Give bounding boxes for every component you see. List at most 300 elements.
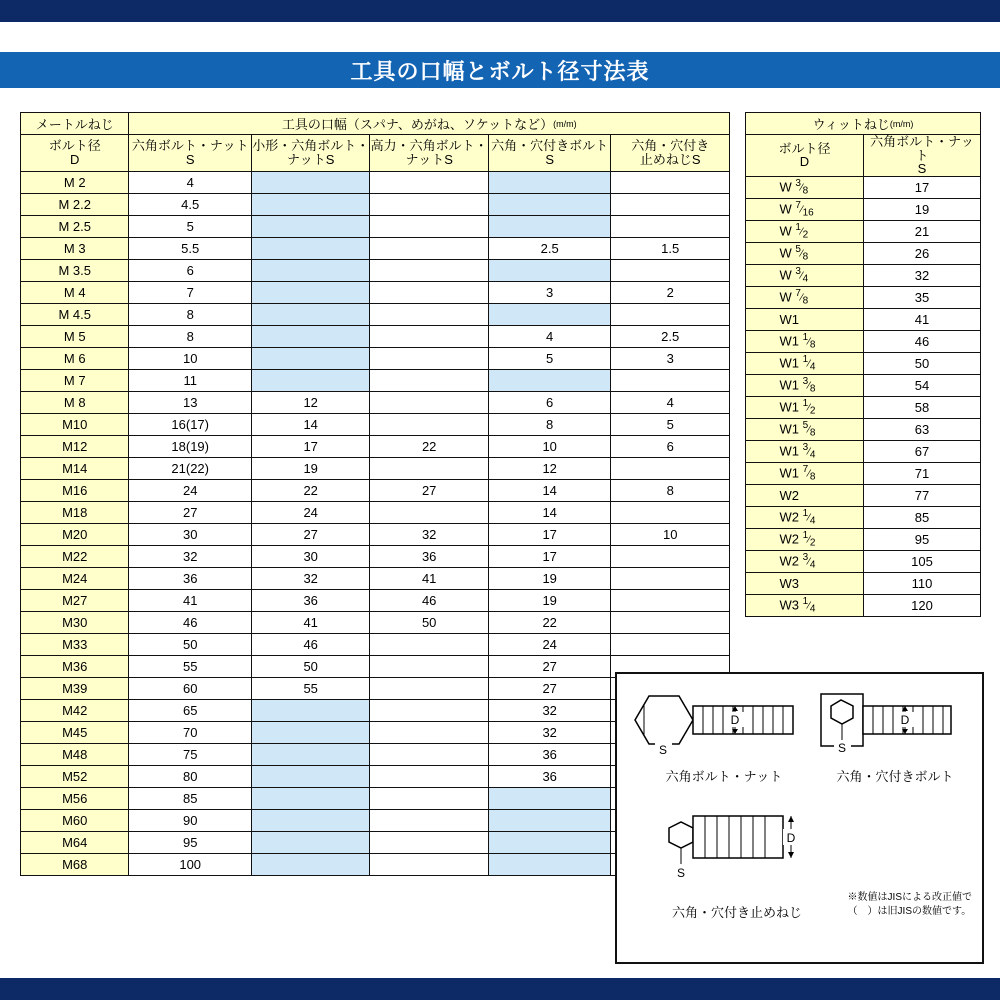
- cell-hex-bolt-nut: 16(17): [129, 414, 252, 436]
- whitworth-col-header-diameter: [746, 135, 864, 177]
- cell-bolt-diameter: M33: [21, 634, 129, 656]
- cell-highstrength-hex: [370, 700, 488, 722]
- whitworth-table-row: [746, 330, 981, 352]
- cell-socket-head: [488, 172, 611, 194]
- cell-highstrength-hex: [370, 810, 488, 832]
- cell-bolt-diameter: M42: [21, 700, 129, 722]
- cell-highstrength-hex: [370, 634, 488, 656]
- cell-socket-head: [488, 304, 611, 326]
- col-header-small-hex: [251, 135, 369, 172]
- cell-socket-head: 4: [488, 326, 611, 348]
- cell-setscrew: 3: [611, 348, 730, 370]
- cell-small-hex: 55: [251, 678, 369, 700]
- cell-small-hex: 17: [251, 436, 369, 458]
- col-header-bolt-diameter-line2: D: [70, 152, 80, 167]
- whitworth-group-header-unit: (m/m): [889, 119, 914, 129]
- cell-hex-bolt-nut: 4.5: [129, 194, 252, 216]
- cell-highstrength-hex: 46: [370, 590, 488, 612]
- table-column-header-row: [21, 135, 730, 172]
- cell-whitworth-diameter: W3 $^1⁄_4$: [746, 594, 864, 616]
- col-header-setscrew-line2: 止めねじS: [639, 152, 701, 167]
- cell-socket-head: 14: [488, 480, 611, 502]
- cell-bolt-diameter: M16: [21, 480, 129, 502]
- col-header-highstrength-hex-line2: ナットS: [405, 152, 453, 167]
- cell-socket-head: 22: [488, 612, 611, 634]
- cell-setscrew: [611, 260, 730, 282]
- cell-bolt-diameter: M 5: [21, 326, 129, 348]
- cell-highstrength-hex: [370, 656, 488, 678]
- cell-whitworth-diameter: W1 $^5⁄_8$: [746, 418, 864, 440]
- cell-setscrew: 4: [611, 392, 730, 414]
- cell-whitworth-s: 50: [864, 352, 981, 374]
- cell-bolt-diameter: M60: [21, 810, 129, 832]
- cell-whitworth-s: 19: [864, 198, 981, 220]
- table-row: [21, 414, 730, 436]
- cell-whitworth-s: 63: [864, 418, 981, 440]
- cell-hex-bolt-nut: 85: [129, 788, 252, 810]
- whitworth-column-header-row: [746, 135, 981, 177]
- cell-socket-head: 17: [488, 546, 611, 568]
- cell-highstrength-hex: [370, 326, 488, 348]
- cell-whitworth-s: 85: [864, 506, 981, 528]
- whitworth-table-row: [746, 264, 981, 286]
- cell-bolt-diameter: M36: [21, 656, 129, 678]
- svg-text:S: S: [676, 866, 686, 880]
- col-header-socket-head-line2: S: [545, 152, 554, 167]
- hex-socket-setscrew-figure: [647, 814, 827, 894]
- cell-small-hex: 12: [251, 392, 369, 414]
- cell-socket-head: 36: [488, 766, 611, 788]
- table-row: [21, 304, 730, 326]
- cell-setscrew: [611, 568, 730, 590]
- cell-setscrew: [611, 612, 730, 634]
- cell-bolt-diameter: M 3.5: [21, 260, 129, 282]
- cell-bolt-diameter: M 4.5: [21, 304, 129, 326]
- cell-highstrength-hex: [370, 392, 488, 414]
- cell-whitworth-diameter: W $^7⁄_8$: [746, 286, 864, 308]
- cell-socket-head: 14: [488, 502, 611, 524]
- cell-socket-head: 36: [488, 744, 611, 766]
- whitworth-table-row: [746, 286, 981, 308]
- cell-bolt-diameter: M39: [21, 678, 129, 700]
- cell-hex-bolt-nut: 41: [129, 590, 252, 612]
- col-header-small-hex-line2: ナットS: [286, 152, 335, 167]
- cell-socket-head: 32: [488, 700, 611, 722]
- cell-highstrength-hex: [370, 304, 488, 326]
- col-header-bolt-diameter: [21, 135, 129, 172]
- table-row: [21, 436, 730, 458]
- cell-hex-bolt-nut: 11: [129, 370, 252, 392]
- cell-hex-bolt-nut: 90: [129, 810, 252, 832]
- bottom-decorative-bar: [0, 978, 1000, 1000]
- svg-text:S: S: [837, 741, 847, 755]
- cell-highstrength-hex: 32: [370, 524, 488, 546]
- cell-hex-bolt-nut: 4: [129, 172, 252, 194]
- table-row: [21, 282, 730, 304]
- cell-small-hex: 27: [251, 524, 369, 546]
- cell-highstrength-hex: 22: [370, 436, 488, 458]
- cell-whitworth-diameter: W2 $^1⁄_2$: [746, 528, 864, 550]
- cell-hex-bolt-nut: 13: [129, 392, 252, 414]
- cell-whitworth-s: 26: [864, 242, 981, 264]
- cell-bolt-diameter: M30: [21, 612, 129, 634]
- col-header-setscrew-line1: 六角・穴付き: [631, 138, 710, 154]
- whitworth-group-header-label: ウィットねじ: [812, 117, 890, 132]
- table-row: [21, 326, 730, 348]
- table-row: [21, 480, 730, 502]
- col-header-highstrength-hex: [370, 135, 488, 172]
- cell-whitworth-diameter: W $^3⁄_8$: [746, 176, 864, 198]
- cell-hex-bolt-nut: 30: [129, 524, 252, 546]
- cell-highstrength-hex: [370, 172, 488, 194]
- cell-whitworth-diameter: W2 $^3⁄_4$: [746, 550, 864, 572]
- whitworth-table-row: [746, 440, 981, 462]
- cell-bolt-diameter: M 2: [21, 172, 129, 194]
- table-group-header-row: [21, 113, 730, 135]
- cell-setscrew: 2: [611, 282, 730, 304]
- cell-bolt-diameter: M68: [21, 854, 129, 876]
- cell-bolt-diameter: M27: [21, 590, 129, 612]
- cell-whitworth-s: 120: [864, 594, 981, 616]
- cell-bolt-diameter: M48: [21, 744, 129, 766]
- cell-socket-head: [488, 854, 611, 876]
- cell-whitworth-diameter: W1 $^1⁄_4$: [746, 352, 864, 374]
- svg-text:D: D: [900, 713, 910, 727]
- cell-small-hex: [251, 832, 369, 854]
- table-row: [21, 546, 730, 568]
- cell-small-hex: [251, 788, 369, 810]
- cell-highstrength-hex: [370, 194, 488, 216]
- col-header-setscrew: [611, 135, 730, 172]
- cell-bolt-diameter: M 8: [21, 392, 129, 414]
- table-row: [21, 612, 730, 634]
- whitworth-table-row: [746, 308, 981, 330]
- col-header-hex-bolt-nut: [129, 135, 252, 172]
- table-row: [21, 194, 730, 216]
- cell-small-hex: 30: [251, 546, 369, 568]
- whitworth-table-row: [746, 198, 981, 220]
- cell-hex-bolt-nut: 60: [129, 678, 252, 700]
- cell-small-hex: [251, 854, 369, 876]
- cell-socket-head: 12: [488, 458, 611, 480]
- cell-small-hex: [251, 766, 369, 788]
- cell-highstrength-hex: [370, 678, 488, 700]
- cell-hex-bolt-nut: 50: [129, 634, 252, 656]
- cell-socket-head: 17: [488, 524, 611, 546]
- cell-bolt-diameter: M14: [21, 458, 129, 480]
- cell-small-hex: [251, 260, 369, 282]
- cell-socket-head: 2.5: [488, 238, 611, 260]
- cell-bolt-diameter: M 2.5: [21, 216, 129, 238]
- cell-highstrength-hex: [370, 238, 488, 260]
- cell-setscrew: [611, 590, 730, 612]
- whitworth-table-row: [746, 506, 981, 528]
- cell-hex-bolt-nut: 46: [129, 612, 252, 634]
- cell-socket-head: 5: [488, 348, 611, 370]
- table-row: [21, 238, 730, 260]
- fig2-caption: 六角・穴付きボルト: [836, 769, 954, 784]
- cell-socket-head: [488, 260, 611, 282]
- cell-small-hex: 24: [251, 502, 369, 524]
- cell-small-hex: 14: [251, 414, 369, 436]
- table-row: [21, 568, 730, 590]
- table-row: [21, 524, 730, 546]
- whitworth-table-row: [746, 594, 981, 616]
- cell-hex-bolt-nut: 95: [129, 832, 252, 854]
- cell-highstrength-hex: [370, 788, 488, 810]
- cell-small-hex: [251, 810, 369, 832]
- cell-bolt-diameter: M 6: [21, 348, 129, 370]
- table-row: [21, 260, 730, 282]
- cell-small-hex: 50: [251, 656, 369, 678]
- cell-hex-bolt-nut: 8: [129, 326, 252, 348]
- cell-socket-head: 27: [488, 656, 611, 678]
- cell-highstrength-hex: [370, 832, 488, 854]
- cell-highstrength-hex: [370, 854, 488, 876]
- cell-hex-bolt-nut: 100: [129, 854, 252, 876]
- cell-whitworth-s: 32: [864, 264, 981, 286]
- cell-small-hex: [251, 348, 369, 370]
- cell-small-hex: [251, 216, 369, 238]
- cell-whitworth-diameter: W1 $^7⁄_8$: [746, 462, 864, 484]
- table-row: [21, 216, 730, 238]
- cell-hex-bolt-nut: 5: [129, 216, 252, 238]
- cell-highstrength-hex: [370, 370, 488, 392]
- cell-whitworth-diameter: W $^7⁄_{16}$: [746, 198, 864, 220]
- whitworth-size-table: [745, 112, 981, 617]
- group-header-toolwidth-label: 工具の口幅（スパナ、めがね、ソケットなど）: [281, 117, 554, 132]
- cell-setscrew: 10: [611, 524, 730, 546]
- cell-setscrew: 5: [611, 414, 730, 436]
- cell-highstrength-hex: [370, 722, 488, 744]
- whitworth-table-row: [746, 528, 981, 550]
- cell-hex-bolt-nut: 6: [129, 260, 252, 282]
- hex-socket-bolt-figure: [813, 688, 973, 758]
- cell-socket-head: [488, 832, 611, 854]
- cell-small-hex: [251, 194, 369, 216]
- cell-small-hex: [251, 172, 369, 194]
- cell-whitworth-s: 35: [864, 286, 981, 308]
- cell-whitworth-diameter: W1 $^3⁄_4$: [746, 440, 864, 462]
- cell-setscrew: [611, 304, 730, 326]
- cell-socket-head: 32: [488, 722, 611, 744]
- cell-whitworth-diameter: W2 $^1⁄_4$: [746, 506, 864, 528]
- cell-socket-head: 24: [488, 634, 611, 656]
- cell-hex-bolt-nut: 24: [129, 480, 252, 502]
- cell-hex-bolt-nut: 36: [129, 568, 252, 590]
- figure-note-line1: ※数値はJISによる改正値で: [847, 892, 972, 903]
- cell-whitworth-diameter: W1: [746, 308, 864, 330]
- cell-whitworth-diameter: W $^5⁄_8$: [746, 242, 864, 264]
- cell-bolt-diameter: M52: [21, 766, 129, 788]
- cell-hex-bolt-nut: 55: [129, 656, 252, 678]
- cell-bolt-diameter: M45: [21, 722, 129, 744]
- cell-whitworth-s: 58: [864, 396, 981, 418]
- cell-hex-bolt-nut: 70: [129, 722, 252, 744]
- cell-small-hex: [251, 370, 369, 392]
- cell-bolt-diameter: M 4: [21, 282, 129, 304]
- cell-small-hex: [251, 304, 369, 326]
- table-row: [21, 392, 730, 414]
- cell-highstrength-hex: [370, 414, 488, 436]
- svg-text:D: D: [786, 831, 796, 845]
- cell-whitworth-diameter: W2: [746, 484, 864, 506]
- cell-highstrength-hex: [370, 216, 488, 238]
- whitworth-table-row: [746, 176, 981, 198]
- cell-whitworth-diameter: W $^1⁄_2$: [746, 220, 864, 242]
- cell-bolt-diameter: M20: [21, 524, 129, 546]
- col-header-hex-bolt-nut-line1: 六角ボルト・ナット: [131, 138, 249, 154]
- cell-setscrew: [611, 216, 730, 238]
- svg-text:D: D: [730, 713, 740, 727]
- cell-highstrength-hex: 50: [370, 612, 488, 634]
- cell-hex-bolt-nut: 5.5: [129, 238, 252, 260]
- cell-bolt-diameter: M22: [21, 546, 129, 568]
- table-row: [21, 172, 730, 194]
- cell-setscrew: [611, 458, 730, 480]
- cell-small-hex: 41: [251, 612, 369, 634]
- cell-setscrew: [611, 370, 730, 392]
- cell-socket-head: 3: [488, 282, 611, 304]
- cell-whitworth-s: 71: [864, 462, 981, 484]
- cell-socket-head: 6: [488, 392, 611, 414]
- cell-bolt-diameter: M64: [21, 832, 129, 854]
- table-row: [21, 370, 730, 392]
- cell-small-hex: [251, 282, 369, 304]
- table-row: [21, 348, 730, 370]
- cell-setscrew: 8: [611, 480, 730, 502]
- col-header-hex-bolt-nut-line2: S: [185, 152, 195, 167]
- cell-bolt-diameter: M18: [21, 502, 129, 524]
- cell-highstrength-hex: [370, 260, 488, 282]
- cell-whitworth-diameter: W3: [746, 572, 864, 594]
- whitworth-table-row: [746, 462, 981, 484]
- cell-highstrength-hex: [370, 744, 488, 766]
- cell-small-hex: [251, 326, 369, 348]
- whitworth-table-row: [746, 484, 981, 506]
- cell-highstrength-hex: 36: [370, 546, 488, 568]
- cell-highstrength-hex: [370, 502, 488, 524]
- cell-whitworth-s: 17: [864, 176, 981, 198]
- table-row: [21, 634, 730, 656]
- whitworth-table-row: [746, 572, 981, 594]
- cell-socket-head: 19: [488, 590, 611, 612]
- cell-highstrength-hex: 27: [370, 480, 488, 502]
- whitworth-col-header-s-line2: S: [917, 161, 927, 177]
- cell-bolt-diameter: M56: [21, 788, 129, 810]
- cell-setscrew: [611, 172, 730, 194]
- cell-small-hex: [251, 744, 369, 766]
- cell-whitworth-diameter: W1 $^1⁄_2$: [746, 396, 864, 418]
- fig3-caption: 六角・穴付き止めねじ: [671, 905, 802, 920]
- cell-hex-bolt-nut: 32: [129, 546, 252, 568]
- cell-hex-bolt-nut: 21(22): [129, 458, 252, 480]
- cell-setscrew: [611, 546, 730, 568]
- whitworth-table-row: [746, 374, 981, 396]
- col-header-socket-head-line1: 六角・穴付きボルト: [491, 138, 609, 154]
- col-header-bolt-diameter-line1: ボルト径: [48, 138, 101, 154]
- cell-small-hex: 19: [251, 458, 369, 480]
- cell-bolt-diameter: M10: [21, 414, 129, 436]
- col-header-highstrength-hex-line1: 高力・六角ボルト・: [370, 138, 488, 154]
- whitworth-col-header-s: [864, 135, 981, 177]
- cell-socket-head: [488, 216, 611, 238]
- whitworth-table-row: [746, 396, 981, 418]
- cell-whitworth-s: 105: [864, 550, 981, 572]
- whitworth-col-header-diameter-line1: ボルト径: [778, 140, 831, 156]
- cell-whitworth-diameter: W1 $^1⁄_8$: [746, 330, 864, 352]
- col-header-socket-head: [488, 135, 611, 172]
- cell-socket-head: [488, 788, 611, 810]
- top-decorative-bar: [0, 0, 1000, 22]
- cell-whitworth-s: 77: [864, 484, 981, 506]
- cell-highstrength-hex: [370, 458, 488, 480]
- cell-hex-bolt-nut: 80: [129, 766, 252, 788]
- cell-whitworth-s: 110: [864, 572, 981, 594]
- cell-hex-bolt-nut: 27: [129, 502, 252, 524]
- cell-highstrength-hex: 41: [370, 568, 488, 590]
- cell-small-hex: [251, 238, 369, 260]
- cell-socket-head: [488, 370, 611, 392]
- cell-small-hex: 32: [251, 568, 369, 590]
- svg-text:S: S: [658, 743, 668, 757]
- whitworth-group-header: [746, 113, 981, 135]
- cell-bolt-diameter: M 2.2: [21, 194, 129, 216]
- cell-whitworth-s: 54: [864, 374, 981, 396]
- cell-socket-head: 8: [488, 414, 611, 436]
- cell-setscrew: [611, 634, 730, 656]
- whitworth-table-row: [746, 242, 981, 264]
- cell-small-hex: 36: [251, 590, 369, 612]
- title-band: [0, 52, 1000, 88]
- cell-whitworth-diameter: W $^3⁄_4$: [746, 264, 864, 286]
- cell-whitworth-s: 67: [864, 440, 981, 462]
- cell-socket-head: [488, 810, 611, 832]
- cell-hex-bolt-nut: 10: [129, 348, 252, 370]
- cell-bolt-diameter: M 7: [21, 370, 129, 392]
- table-row: [21, 590, 730, 612]
- cell-small-hex: [251, 700, 369, 722]
- whitworth-group-header-row: [746, 113, 981, 135]
- whitworth-table-row: [746, 220, 981, 242]
- whitworth-table-row: [746, 418, 981, 440]
- cell-whitworth-diameter: W1 $^3⁄_8$: [746, 374, 864, 396]
- table-row: [21, 458, 730, 480]
- cell-bolt-diameter: M 3: [21, 238, 129, 260]
- cell-whitworth-s: 21: [864, 220, 981, 242]
- hex-bolt-nut-figure: [627, 688, 817, 758]
- cell-socket-head: 19: [488, 568, 611, 590]
- cell-bolt-diameter: M12: [21, 436, 129, 458]
- cell-small-hex: 46: [251, 634, 369, 656]
- cell-setscrew: 1.5: [611, 238, 730, 260]
- fig1-caption: 六角ボルト・ナット: [665, 769, 783, 784]
- cell-whitworth-s: 41: [864, 308, 981, 330]
- figure-note-line2: （ ）は旧JISの数値です。: [847, 905, 972, 917]
- table-row: [21, 502, 730, 524]
- cell-setscrew: 2.5: [611, 326, 730, 348]
- cell-whitworth-s: 46: [864, 330, 981, 352]
- cell-hex-bolt-nut: 65: [129, 700, 252, 722]
- cell-highstrength-hex: [370, 282, 488, 304]
- cell-bolt-diameter: M24: [21, 568, 129, 590]
- group-header-toolwidth: [129, 113, 730, 135]
- cell-highstrength-hex: [370, 348, 488, 370]
- cell-hex-bolt-nut: 75: [129, 744, 252, 766]
- cell-highstrength-hex: [370, 766, 488, 788]
- whitworth-col-header-s-line1: 六角ボルト・ナット: [870, 134, 974, 163]
- col-header-small-hex-line1: 小形・六角ボルト・: [252, 138, 370, 154]
